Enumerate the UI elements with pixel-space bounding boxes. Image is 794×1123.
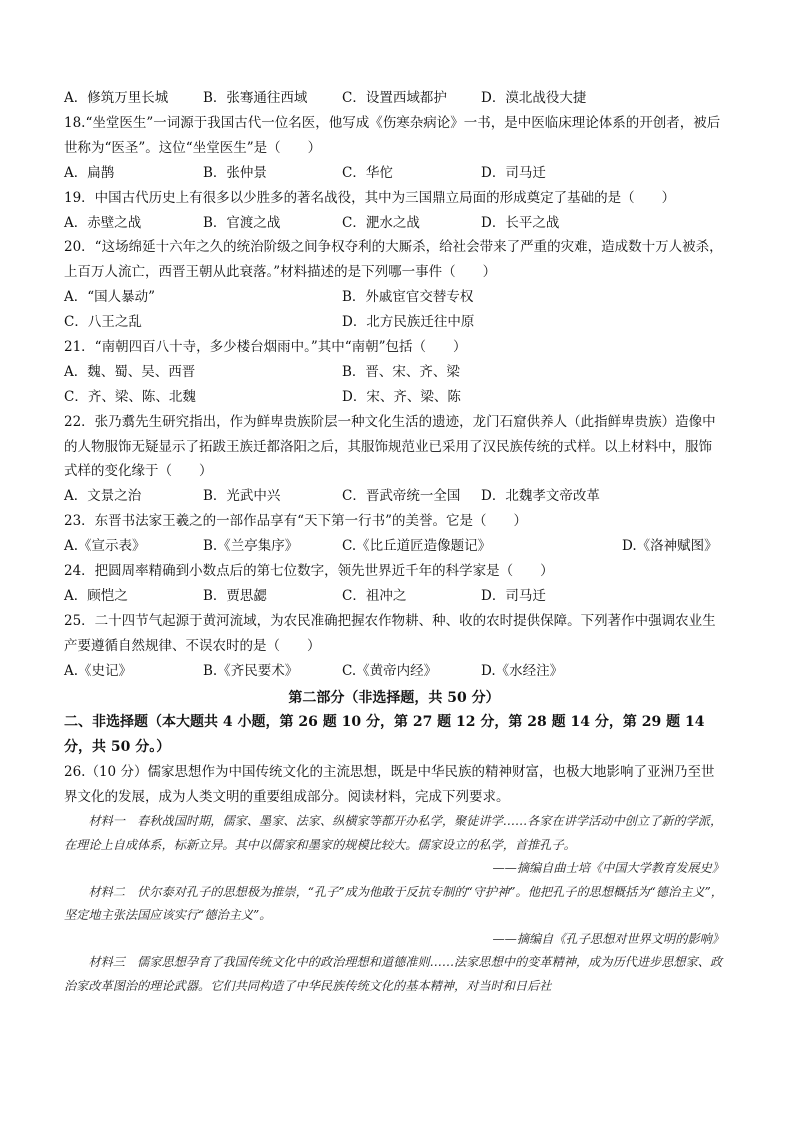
q24-stem: 24．把圆周率精确到小数点后的第七位数字，领先世界近千年的科学家是（ ） xyxy=(64,563,554,580)
q22-option-b[interactable]: B．光武中兴 xyxy=(203,488,281,505)
q18-options xyxy=(64,161,724,186)
q18-option-c[interactable]: C．华佗 xyxy=(342,164,393,181)
q21-option-a[interactable]: A．魏、蜀、吴、西晋 xyxy=(64,363,196,380)
section2-title: 二、非选择题（本大题共 4 小题，第 26 题 10 分，第 27 题 12 分，第 28 题 14 分，第 29 题 14 分，共 50 分。） xyxy=(64,714,705,756)
q22-option-c[interactable]: C．晋武帝统一全国 xyxy=(342,488,461,505)
q21-option-b[interactable]: B．晋、宋、齐、梁 xyxy=(342,363,460,380)
q22-stem: 22．张乃翥先生研究指出，作为鲜卑贵族阶层一种文化生活的遗迹，龙门石窟供养人（此指鲜卑贵族）造像中的人物服饰无疑显示了拓跋王族迁都洛阳之后，其服饰规范业已采用了汉民族传统的式样。以上材料中，服饰式样的变化缘于（ ） xyxy=(64,413,716,480)
part2-title: 第二部分（非选择题，共 50 分） xyxy=(288,689,500,706)
q21-options-row2 xyxy=(64,385,724,410)
q25-option-d[interactable]: D.《水经注》 xyxy=(481,662,564,679)
q21-options-row1 xyxy=(64,360,724,385)
q23-options xyxy=(64,534,724,559)
exam-page xyxy=(64,86,724,998)
q26-stem: 26.（10 分）儒家思想作为中国传统文化的主流思想，既是中华民族的精神财富，也极大地影响了亚洲乃至世界文化的发展，成为人类文明的重要组成部分。阅读材料，完成下列要求。 xyxy=(64,764,715,806)
q19-stem: 19．中国古代历史上有很多以少胜多的著名战役，其中为三国鼎立局面的形成奠定了基础的是（ ） xyxy=(64,189,676,206)
q23-stem: 23．东晋书法家王羲之的一部作品享有“天下第一行书”的美誉。它是（ ） xyxy=(64,513,527,530)
q17-option-c[interactable]: C．设置西域都护 xyxy=(342,90,447,106)
q26-source-1: ——摘编自曲士培《中国大学教育发展史》 xyxy=(492,861,724,876)
q17-option-a[interactable]: A．修筑万里长城 xyxy=(64,90,169,106)
q23-option-a[interactable]: A.《宣示表》 xyxy=(64,538,146,555)
q24-options xyxy=(64,584,724,609)
q19-option-b[interactable]: B．官渡之战 xyxy=(203,214,281,231)
q18-option-b[interactable]: B．张仲景 xyxy=(203,164,267,181)
q25-option-b[interactable]: B.《齐民要术》 xyxy=(203,662,299,679)
q22-option-d[interactable]: D．北魏孝文帝改革 xyxy=(481,488,600,505)
q25-option-c[interactable]: C.《黄帝内经》 xyxy=(342,662,438,679)
q21-stem: 21．“南朝四百八十寺，多少楼台烟雨中。”其中“南朝”包括（ ） xyxy=(64,338,467,355)
q17-option-b[interactable]: B．张骞通往西域 xyxy=(203,90,308,106)
q20-option-c[interactable]: C．八王之乱 xyxy=(64,314,142,331)
q17-option-d[interactable]: D．漠北战役大捷 xyxy=(481,90,587,106)
q25-stem: 25．二十四节气起源于黄河流域，为农民准确把握农作物耕、种、收的农时提供保障。下列著作中强调农业生产要遵循自然规律、不误农时的是（ ） xyxy=(64,612,716,654)
q17-options xyxy=(64,86,724,111)
q21-option-c[interactable]: C．齐、梁、陈、北魏 xyxy=(64,388,196,405)
q24-option-a[interactable]: A．顾恺之 xyxy=(64,587,128,604)
q24-option-c[interactable]: C．祖冲之 xyxy=(342,587,407,604)
q20-option-a[interactable]: A．“国人暴动” xyxy=(64,289,156,306)
q18-option-d[interactable]: D．司马迁 xyxy=(481,164,546,181)
q23-option-d[interactable]: D.《洛神赋图》 xyxy=(622,538,718,555)
q20-option-d[interactable]: D．北方民族迁往中原 xyxy=(342,314,475,331)
q22-option-a[interactable]: A．文景之治 xyxy=(64,488,142,505)
q20-options-row2 xyxy=(64,310,724,335)
q21-option-d[interactable]: D．宋、齐、梁、陈 xyxy=(342,388,461,405)
q25-options xyxy=(64,659,724,684)
q19-option-d[interactable]: D．长平之战 xyxy=(481,214,560,231)
q24-option-b[interactable]: B．贾思勰 xyxy=(203,587,267,604)
q20-stem: 20．“这场绵延十六年之久的统治阶级之间争权夺利的大厮杀，给社会带来了严重的灾难，造成数十万人被杀，上百万人流亡，西晋王朝从此衰落。”材料描述的是下列哪一事件（ ） xyxy=(64,239,723,281)
q19-options xyxy=(64,211,724,236)
q26-source-2: ——摘编自《孔子思想对世界文明的影响》 xyxy=(492,931,724,946)
q26-material-3: 材料三 儒家思想孕育了我国传统文化中的政治理想和道德准则……法家思想中的变革精神，成为历代进步思想家、政治家改革图治的理论武器。它们共同构造了中华民族传统文化的基本精神，对当时和日后社 xyxy=(64,955,723,993)
q19-option-c[interactable]: C．淝水之战 xyxy=(342,214,420,231)
q23-option-c[interactable]: C.《比丘道匠造像题记》 xyxy=(342,538,492,555)
q26-material-1: 材料一 春秋战国时期，儒家、墨家、法家、纵横家等都开办私学，聚徒讲学……各家在讲学活动中创立了新的学派，在理论上自成体系，标新立异。其中以儒家和墨家的规模比较大。儒家设立的私学，首推孔子。 xyxy=(64,814,723,852)
q18-stem: 18.“坐堂医生”一词源于我国古代一位名医，他写成《伤寒杂病论》一书，是中医临床理论体系的开创者，被后世称为“医圣”。这位“坐堂医生”是（ ） xyxy=(64,114,721,156)
q24-option-d[interactable]: D．司马迁 xyxy=(481,587,546,604)
q22-options xyxy=(64,484,724,509)
q23-option-b[interactable]: B.《兰亭集序》 xyxy=(203,538,299,555)
q25-option-a[interactable]: A.《史记》 xyxy=(64,662,133,679)
q20-option-b[interactable]: B．外戚宦官交替专权 xyxy=(342,289,474,306)
q19-option-a[interactable]: A．赤壁之战 xyxy=(64,214,142,231)
q18-option-a[interactable]: A．扁鹊 xyxy=(64,164,115,181)
q26-material-2: 材料二 伏尔泰对孔子的思想极为推崇，“孔子”成为他敢于反抗专制的“守护神”。他把孔子的思想概括为“德治主义”，坚定地主张法国应该实行“德治主义”。 xyxy=(64,884,723,923)
q20-options-row1 xyxy=(64,285,724,310)
